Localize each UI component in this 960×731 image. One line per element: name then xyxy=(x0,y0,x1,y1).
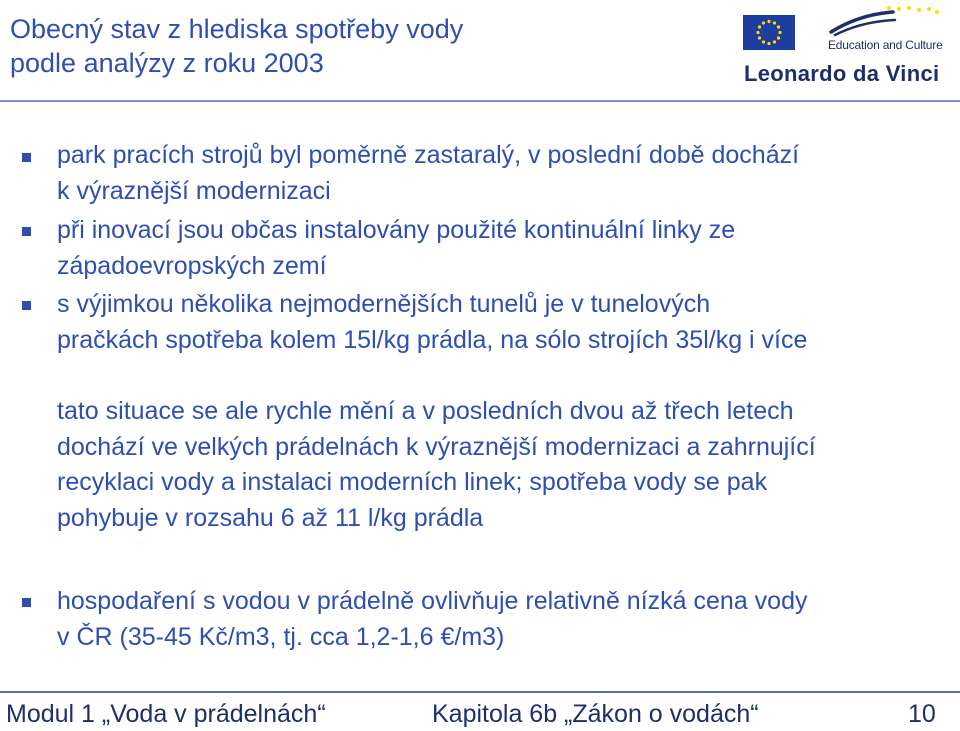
leonardo-logo-icon xyxy=(827,4,942,38)
bullet-square-icon xyxy=(22,153,31,162)
list-item-line: hospodaření s vodou v prádelně ovlivňuje relativně nízká cena vody xyxy=(57,587,808,615)
list-item-line: dochází ve velkých prádelnách k výraznější modernizaci a zahrnující xyxy=(57,432,816,461)
program-caption: Education and Culture xyxy=(828,38,943,52)
footer-chapter: Kapitola 6b „Zákon o vodách“ xyxy=(432,700,759,728)
list-item xyxy=(57,287,952,358)
slide-title xyxy=(10,12,463,80)
list-item-line: pračkách spotřeba kolem 15l/kg prádla, na sólo strojích 35l/kg i více xyxy=(57,325,808,354)
list-item xyxy=(57,213,952,284)
list-item-line: k výraznější modernizaci xyxy=(57,176,331,205)
list-item-line: tato situace se ale rychle mění a v posledních dvou až třech letech xyxy=(57,397,794,425)
list-item-line: pohybuje v rozsahu 6 až 11 l/kg prádla xyxy=(57,503,484,532)
list-item-line: s výjimkou několika nejmodernějších tunelů je v tunelových xyxy=(57,290,711,318)
footer-module: Modul 1 „Voda v prádelnách“ xyxy=(6,700,326,728)
list-item-line: při inovací jsou občas instalovány použité kontinuální linky ze xyxy=(57,216,736,244)
bullet-square-icon xyxy=(22,227,31,236)
list-item xyxy=(57,394,952,536)
page-number: 10 xyxy=(908,700,936,728)
program-name: Leonardo da Vinci xyxy=(744,61,940,86)
header-divider xyxy=(0,100,960,102)
list-item-line: západoevropských zemí xyxy=(57,251,327,280)
list-item xyxy=(57,584,952,655)
bullet-square-icon xyxy=(22,598,31,607)
slide-title-line-1: Obecný stav z hlediska spotřeby vody xyxy=(10,14,464,44)
list-item-line: v ČR (35-45 Kč/m3, tj. cca 1,2-1,6 €/m3) xyxy=(57,622,505,651)
list-item xyxy=(57,138,952,209)
footer-divider xyxy=(0,691,960,693)
eu-flag-icon xyxy=(743,15,795,50)
list-item-line: park pracích strojů byl poměrně zastaralý, v poslední době dochází xyxy=(57,141,800,169)
list-item-line: recyklaci vody a instalaci moderních linek; spotřeba vody se pak xyxy=(57,468,768,496)
slide-title-line-2: podle analýzy z roku 2003 xyxy=(10,48,324,78)
bullet-square-icon xyxy=(22,301,31,310)
